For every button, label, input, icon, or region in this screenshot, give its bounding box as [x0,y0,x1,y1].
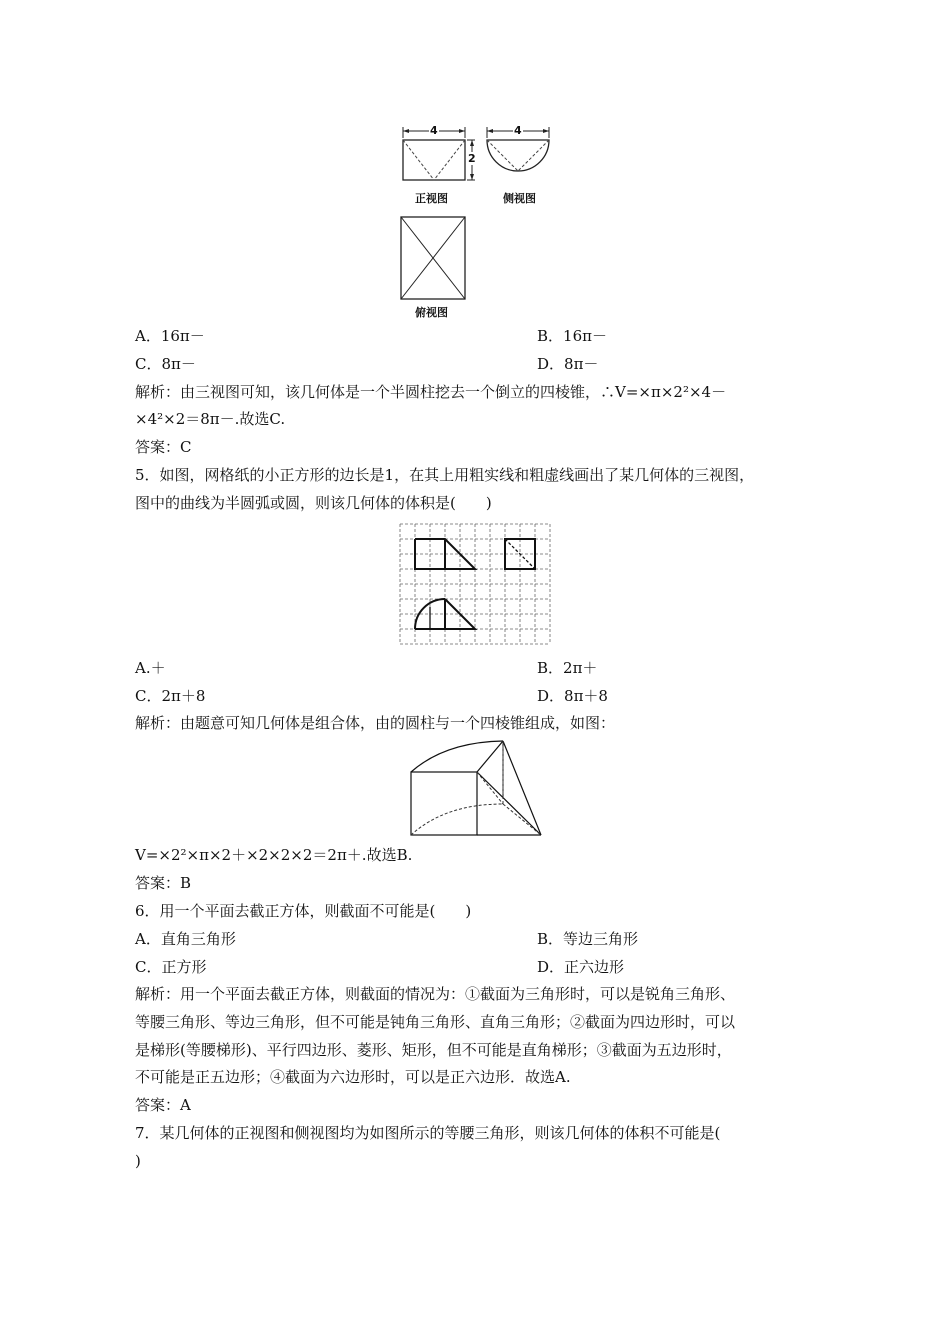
q4-option-d: D．8π－ [537,355,599,373]
q6-option-b: B．等边三角形 [537,930,639,948]
cylinder-pyramid-diagram [405,738,545,838]
q6-analysis-line2: 等腰三角形、等边三角形，但不可能是钝角三角形、直角三角形；②截面为四边形时，可以 [135,1013,736,1031]
q5-option-d: D．8π＋8 [537,687,608,705]
q6-analysis-line4: 不可能是正五边形；④截面为六边形时，可以是正六边形．故选A. [135,1068,571,1086]
three-view-diagram [395,122,565,322]
q5-analysis: 解析：由题意可知几何体是组合体，由的圆柱与一个四棱锥组成，如图： [135,714,616,732]
q4-answer: 答案：C [135,438,192,456]
q5-formula: V=×2²×π×2＋×2×2×2＝2π＋.故选B. [135,846,413,864]
q5-answer: 答案：B [135,874,192,892]
q5-option-a: A.＋ [135,659,166,677]
q6-analysis-line1: 解析：用一个平面去截正方体，则截面的情况为：①截面为三角形时，可以是锐角三角形、 [135,985,736,1003]
q7-stem-line1: 7．某几何体的正视图和侧视图均为如图所示的等腰三角形，则该几何体的体积不可能是( [135,1124,721,1142]
solid-figure-q5 [405,738,545,838]
front-view-caption: 正视图 [415,192,448,205]
side-view-caption: 侧视图 [503,192,536,205]
q4-option-c: C．8π－ [135,355,196,373]
q6-stem: 6．用一个平面去截正方体，则截面不可能是( ) [135,902,472,920]
q4-analysis-line2: ×4²×2＝8π－.故选C. [135,410,286,428]
q4-option-a: A．16π－ [135,327,205,345]
q4-option-b: B．16π－ [537,327,607,345]
q5-option-c: C．2π＋8 [135,687,206,705]
q6-option-a: A．直角三角形 [135,930,236,948]
q6-analysis-line3: 是梯形(等腰梯形)、平行四边形、菱形、矩形，但不可能是直角梯形；③截面为五边形时， [135,1041,732,1059]
q6-answer: 答案：A [135,1096,191,1114]
three-view-figure-q4 [395,122,565,322]
grid-diagram [398,522,552,646]
front-dim-label: 4 [430,124,438,137]
q5-stem-line1: 5．如图，网格纸的小正方形的边长是1，在其上用粗实线和粗虚线画出了某几何体的三视图， [135,466,755,484]
q5-stem-line2: 图中的曲线为半圆弧或圆，则该几何体的体积是( ) [135,494,492,512]
q4-analysis-line1: 解析：由三视图可知，该几何体是一个半圆柱挖去一个倒立的四棱锥，∴V=×π×2²×4－ [135,383,727,401]
q6-option-c: C．正方形 [135,958,207,976]
q6-option-d: D．正六边形 [537,958,625,976]
side-dim-label: 4 [514,124,522,137]
grid-three-view-figure-q5 [398,522,552,646]
q7-stem-line2: ) [135,1152,141,1170]
top-view-caption: 俯视图 [415,306,448,319]
height-dim-label: 2 [468,152,476,165]
q5-option-b: B．2π＋ [537,659,598,677]
